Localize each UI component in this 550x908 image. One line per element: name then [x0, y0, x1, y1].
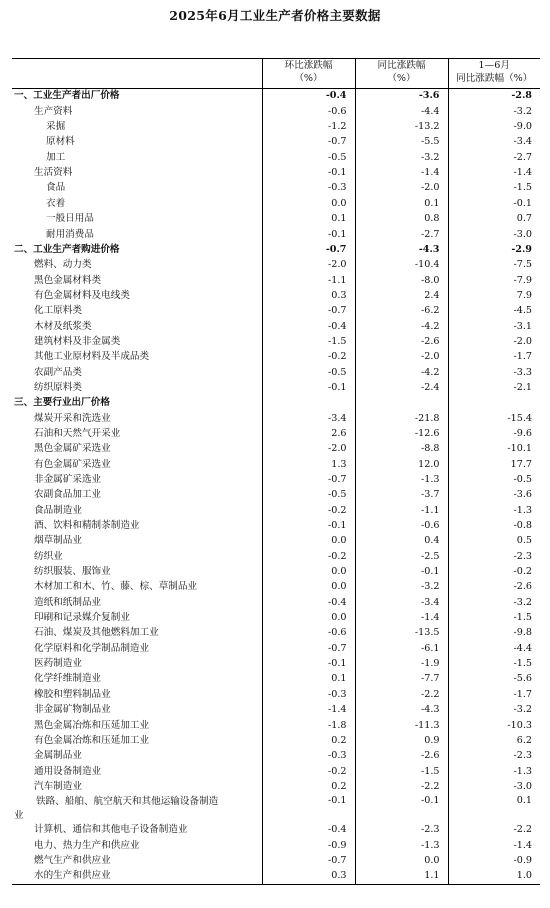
mom-value: -2.0: [262, 258, 355, 273]
ytd-value: -0.9: [448, 854, 540, 869]
mom-value: 0.1: [262, 212, 355, 227]
mom-value: -0.2: [262, 764, 355, 779]
ytd-value: -1.5: [448, 657, 540, 672]
table-row: [12, 120, 540, 135]
ytd-value: -0.8: [448, 519, 540, 534]
row-label: 农副产品类: [34, 366, 82, 378]
yoy-value: -1.9: [355, 657, 448, 672]
header-ytd: [448, 59, 540, 89]
table-row: [12, 672, 540, 687]
header-mom-unit: （%）: [294, 72, 323, 84]
mom-value: -0.1: [262, 381, 355, 396]
row-label: 通用设备制造业: [34, 765, 102, 777]
mom-value: -0.5: [262, 365, 355, 380]
ytd-value: -4.4: [448, 641, 540, 656]
row-label: 黑色金属冶炼和压延加工业: [34, 719, 150, 731]
row-label: 原材料: [46, 136, 75, 148]
row-label: 纺织原料类: [34, 381, 82, 393]
table-row: [12, 150, 540, 165]
table-body: [12, 89, 540, 885]
table-row: [12, 89, 540, 105]
table-row: [12, 166, 540, 181]
yoy-value: -2.6: [355, 335, 448, 350]
table-row: [12, 273, 540, 288]
mom-value: -0.1: [262, 519, 355, 534]
yoy-value: -3.7: [355, 488, 448, 503]
ytd-value: 0.7: [448, 212, 540, 227]
table-row: [12, 365, 540, 380]
row-label: 纺织服装、服饰业: [34, 566, 111, 578]
table-row: [12, 350, 540, 365]
yoy-value: 0.4: [355, 534, 448, 549]
yoy-value: 0.1: [355, 196, 448, 211]
table-row: [12, 779, 540, 794]
header-yoy-unit: （%）: [387, 72, 416, 84]
table-row: [12, 703, 540, 718]
mom-value: -0.2: [262, 503, 355, 518]
table-row: [12, 838, 540, 853]
header-yoy: [355, 59, 448, 89]
row-label: 橡胶和塑料制品业: [34, 688, 111, 700]
ytd-value: [448, 396, 540, 411]
mom-value: 0.0: [262, 580, 355, 595]
mom-value: -0.7: [262, 854, 355, 869]
row-label: 非金属矿物制品业: [34, 704, 111, 716]
mom-value: -0.7: [262, 473, 355, 488]
mom-value: -0.9: [262, 838, 355, 853]
ytd-value: -3.0: [448, 779, 540, 794]
ytd-value: -3.2: [448, 104, 540, 119]
row-label: 加工: [46, 151, 66, 163]
ytd-value: -7.5: [448, 258, 540, 273]
ytd-value: -1.3: [448, 764, 540, 779]
mom-value: -1.8: [262, 718, 355, 733]
row-label: 纺织业: [34, 550, 63, 562]
mom-value: -0.4: [262, 823, 355, 838]
row-label: 生活资料: [34, 167, 73, 179]
table-row: [12, 473, 540, 488]
row-label: 金属制品业: [34, 750, 82, 762]
header-mom: [262, 59, 355, 89]
mom-value: -0.1: [262, 227, 355, 242]
ytd-value: -3.0: [448, 227, 540, 242]
mom-value: -2.0: [262, 442, 355, 457]
row-label: 化学原料和化学制品制造业: [34, 642, 150, 654]
row-label: 黑色金属矿采选业: [34, 443, 111, 455]
yoy-value: 1.1: [355, 869, 448, 885]
ytd-value: -0.2: [448, 565, 540, 580]
row-label: 食品: [46, 182, 66, 194]
mom-value: -1.2: [262, 120, 355, 135]
table-row: [12, 196, 540, 211]
mom-value: 0.0: [262, 611, 355, 626]
table-row: [12, 104, 540, 119]
table-row: [12, 764, 540, 779]
table-row: [12, 181, 540, 196]
ytd-value: -10.1: [448, 442, 540, 457]
ytd-value: -3.2: [448, 703, 540, 718]
table-row: [12, 595, 540, 610]
mom-value: -0.5: [262, 150, 355, 165]
ytd-value: -2.7: [448, 150, 540, 165]
table-row: [12, 212, 540, 227]
yoy-value: 12.0: [355, 457, 448, 472]
ytd-value: -2.9: [448, 242, 540, 257]
row-label: 化学纤维制造业: [34, 673, 102, 685]
row-label: 有色金属材料及电线类: [34, 289, 130, 301]
ytd-value: -0.1: [448, 196, 540, 211]
mom-value: -0.4: [262, 595, 355, 610]
yoy-value: -4.3: [355, 703, 448, 718]
table-row: [12, 427, 540, 442]
yoy-value: 0.8: [355, 212, 448, 227]
ytd-value: -1.5: [448, 181, 540, 196]
ytd-value: -7.9: [448, 273, 540, 288]
header-ytd-title: 1—6月: [478, 60, 510, 71]
row-label: 燃气生产和供应业: [34, 854, 111, 866]
mom-value: 0.0: [262, 534, 355, 549]
row-label: 化工原料类: [34, 305, 82, 317]
yoy-value: -13.5: [355, 626, 448, 641]
yoy-value: -1.3: [355, 473, 448, 488]
mom-value: -0.4: [262, 89, 355, 105]
table-row: [12, 242, 540, 257]
row-label: 酒、饮料和精制茶制造业: [34, 520, 140, 532]
yoy-value: -6.1: [355, 641, 448, 656]
yoy-value: 0.0: [355, 854, 448, 869]
yoy-value: -0.6: [355, 519, 448, 534]
row-label: 采掘: [46, 121, 66, 133]
table-row: [12, 319, 540, 334]
table-row: [12, 657, 540, 672]
table-row: [12, 488, 540, 503]
table-row: [12, 565, 540, 580]
mom-value: 0.2: [262, 779, 355, 794]
mom-value: [262, 396, 355, 411]
table-row: [12, 580, 540, 595]
row-label: 其他工业原材料及半成品类: [34, 351, 150, 363]
table-row: [12, 396, 540, 411]
row-label: 有色金属矿采选业: [34, 458, 111, 470]
ytd-value: 6.2: [448, 733, 540, 748]
ytd-value: -3.4: [448, 135, 540, 150]
table-row: [12, 442, 540, 457]
mom-value: 0.2: [262, 733, 355, 748]
ytd-value: -15.4: [448, 411, 540, 426]
ytd-value: 0.5: [448, 534, 540, 549]
mom-value: -1.4: [262, 703, 355, 718]
mom-value: -0.1: [262, 166, 355, 181]
table-row: [12, 258, 540, 273]
table-row: [12, 718, 540, 733]
row-label: 木材加工和木、竹、藤、棕、草制品业: [34, 581, 198, 593]
row-label: 石油、煤炭及其他燃料加工业: [34, 627, 159, 639]
ytd-value: -3.2: [448, 595, 540, 610]
mom-value: -1.5: [262, 335, 355, 350]
ytd-value: -1.4: [448, 166, 540, 181]
yoy-value: 0.9: [355, 733, 448, 748]
row-label: 耐用消费品: [46, 228, 94, 240]
ytd-value: -2.0: [448, 335, 540, 350]
yoy-value: 2.4: [355, 288, 448, 303]
ytd-value: -10.3: [448, 718, 540, 733]
ytd-value: -3.1: [448, 319, 540, 334]
mom-value: -0.1: [262, 657, 355, 672]
ytd-value: -9.0: [448, 120, 540, 135]
header-mom-title: 环比涨跌幅: [284, 60, 333, 71]
row-label-line1: 铁路、船舶、航空航天和其他运输设备制造: [36, 795, 219, 807]
table-row: [12, 288, 540, 303]
yoy-value: -13.2: [355, 120, 448, 135]
table-row: [12, 869, 540, 885]
ytd-value: -4.5: [448, 304, 540, 319]
ytd-value: -2.2: [448, 823, 540, 838]
ytd-value: -0.5: [448, 473, 540, 488]
header-yoy-title: 同比涨跌幅: [377, 60, 426, 71]
row-label-line2: 业: [14, 809, 24, 821]
ytd-value: -2.6: [448, 580, 540, 595]
table-row: [12, 135, 540, 150]
ytd-value: 0.1: [448, 795, 540, 823]
table-row: [12, 457, 540, 472]
yoy-value: -3.2: [355, 580, 448, 595]
yoy-value: -2.5: [355, 549, 448, 564]
yoy-value: -3.2: [355, 150, 448, 165]
table-row: [12, 641, 540, 656]
yoy-value: -2.7: [355, 227, 448, 242]
row-label: 木材及纸浆类: [34, 320, 92, 332]
yoy-value: -1.4: [355, 611, 448, 626]
mom-value: -0.6: [262, 626, 355, 641]
row-label: 医药制造业: [34, 658, 82, 670]
ytd-value: -2.3: [448, 749, 540, 764]
yoy-value: -6.2: [355, 304, 448, 319]
mom-value: 1.3: [262, 457, 355, 472]
yoy-value: -10.4: [355, 258, 448, 273]
table-row: [12, 549, 540, 564]
yoy-value: -1.3: [355, 838, 448, 853]
mom-value: 0.0: [262, 196, 355, 211]
mom-value: -1.1: [262, 273, 355, 288]
yoy-value: -2.2: [355, 687, 448, 702]
ytd-value: 17.7: [448, 457, 540, 472]
table-header-row: [12, 59, 540, 89]
yoy-value: -21.8: [355, 411, 448, 426]
table-row: [12, 519, 540, 534]
page-title: 2025年6月工业生产者价格主要数据: [169, 8, 381, 23]
yoy-value: -4.2: [355, 365, 448, 380]
yoy-value: -5.5: [355, 135, 448, 150]
header-ytd-unit: 同比涨跌幅（%）: [456, 72, 533, 84]
yoy-value: -2.6: [355, 749, 448, 764]
row-label: 食品制造业: [34, 504, 82, 516]
row-label: 印刷和记录媒介复制业: [34, 612, 130, 624]
row-label: 三、主要行业出厂价格: [14, 397, 110, 409]
ytd-value: -1.7: [448, 350, 540, 365]
ytd-value: -2.3: [448, 549, 540, 564]
yoy-value: -8.8: [355, 442, 448, 457]
yoy-value: -1.1: [355, 503, 448, 518]
yoy-value: -4.4: [355, 104, 448, 119]
table-row: [12, 733, 540, 748]
mom-value: -0.7: [262, 641, 355, 656]
ytd-value: -3.6: [448, 488, 540, 503]
ytd-value: -2.1: [448, 381, 540, 396]
row-label: 农副食品加工业: [34, 489, 102, 501]
row-label: 一、工业生产者出厂价格: [14, 90, 120, 102]
row-label: 黑色金属材料类: [34, 274, 102, 286]
row-label: 有色金属冶炼和压延加工业: [34, 734, 150, 746]
row-label: 水的生产和供应业: [12, 869, 262, 885]
mom-value: 2.6: [262, 427, 355, 442]
mom-value: -0.5: [262, 488, 355, 503]
ytd-value: -2.8: [448, 89, 540, 105]
mom-value: 0.3: [262, 869, 355, 885]
table-row: [12, 749, 540, 764]
mom-value: -0.7: [262, 242, 355, 257]
yoy-value: -2.2: [355, 779, 448, 794]
mom-value: -0.7: [262, 304, 355, 319]
table-row: [12, 626, 540, 641]
table-row: [12, 227, 540, 242]
mom-value: -0.2: [262, 549, 355, 564]
mom-value: -0.3: [262, 687, 355, 702]
yoy-value: -4.2: [355, 319, 448, 334]
yoy-value: -2.0: [355, 350, 448, 365]
yoy-value: [355, 396, 448, 411]
yoy-value: -0.1: [355, 795, 448, 823]
ytd-value: -1.4: [448, 838, 540, 853]
yoy-value: -3.6: [355, 89, 448, 105]
yoy-value: -2.3: [355, 823, 448, 838]
row-label: 造纸和纸制品业: [34, 596, 102, 608]
table-row: [12, 381, 540, 396]
ytd-value: -1.3: [448, 503, 540, 518]
row-label: [12, 795, 262, 823]
row-label: 一般日用品: [46, 213, 94, 225]
row-label: 二、工业生产者购进价格: [14, 243, 120, 255]
mom-value: -0.1: [262, 795, 355, 823]
mom-value: -3.4: [262, 411, 355, 426]
table-row: [12, 687, 540, 702]
ytd-value: -9.8: [448, 626, 540, 641]
ytd-value: -5.6: [448, 672, 540, 687]
yoy-value: -2.0: [355, 181, 448, 196]
yoy-value: -11.3: [355, 718, 448, 733]
header-label-column: [12, 59, 262, 89]
row-label: 汽车制造业: [34, 780, 82, 792]
ytd-value: 7.9: [448, 288, 540, 303]
table-row: [12, 795, 540, 823]
row-label: 燃料、动力类: [34, 259, 92, 271]
yoy-value: -4.3: [355, 242, 448, 257]
row-label: 石油和天然气开采业: [34, 427, 121, 439]
mom-value: 0.3: [262, 288, 355, 303]
yoy-value: -3.4: [355, 595, 448, 610]
yoy-value: -12.6: [355, 427, 448, 442]
table-row: [12, 304, 540, 319]
row-label: 建筑材料及非金属类: [34, 335, 121, 347]
yoy-value: -0.1: [355, 565, 448, 580]
ytd-value: -3.3: [448, 365, 540, 380]
mom-value: 0.1: [262, 672, 355, 687]
row-label: 煤炭开采和洗选业: [34, 412, 111, 424]
table-row: [12, 823, 540, 838]
ytd-value: -1.7: [448, 687, 540, 702]
table-row: [12, 534, 540, 549]
mom-value: -0.3: [262, 181, 355, 196]
row-label: 非金属矿采选业: [34, 474, 102, 486]
mom-value: -0.7: [262, 135, 355, 150]
yoy-value: -2.4: [355, 381, 448, 396]
mom-value: -0.2: [262, 350, 355, 365]
table-row: [12, 335, 540, 350]
yoy-value: -7.7: [355, 672, 448, 687]
mom-value: -0.6: [262, 104, 355, 119]
table-row: [12, 611, 540, 626]
row-label: 衣着: [46, 197, 66, 209]
mom-value: 0.0: [262, 565, 355, 580]
row-label: 电力、热力生产和供应业: [34, 839, 140, 851]
yoy-value: -8.0: [355, 273, 448, 288]
price-data-table: [12, 58, 540, 885]
table-row: [12, 411, 540, 426]
ytd-value: -9.6: [448, 427, 540, 442]
ytd-value: 1.0: [448, 869, 540, 885]
table-row: [12, 854, 540, 869]
row-label: 生产资料: [34, 105, 73, 117]
mom-value: -0.3: [262, 749, 355, 764]
table-row: [12, 503, 540, 518]
row-label: 计算机、通信和其他电子设备制造业: [34, 824, 188, 836]
yoy-value: -1.4: [355, 166, 448, 181]
row-label: 烟草制品业: [34, 535, 82, 547]
ytd-value: -1.5: [448, 611, 540, 626]
mom-value: -0.4: [262, 319, 355, 334]
yoy-value: -1.5: [355, 764, 448, 779]
